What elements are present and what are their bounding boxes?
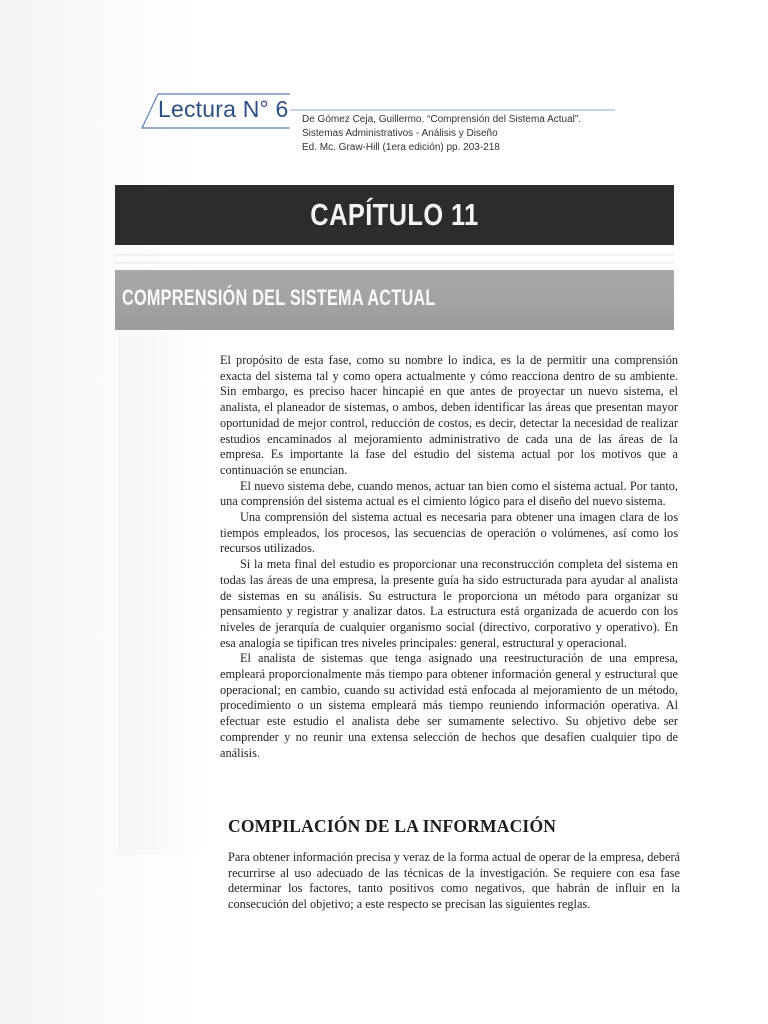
reference-line: De Gómez Ceja, Guillermo. “Comprensión del Sistema Actual”. <box>302 114 581 125</box>
scan-shadow <box>118 335 208 855</box>
compilation-text <box>228 850 680 912</box>
paragraph: El analista de sistemas que tenga asignado una reestructuración de una empresa, empleará proporcionalmente más tiempo para obtener información general y estructural que operacional; en cambio, cuando su actividad está enfocada al mejoramiento de un método, procedimiento o un sistema empleará más tiempo reuniendo información operativa. Al efectuar este estudio el analista debe ser sumamente selectivo. Su objetivo debe ser comprender y no reunir una extensa selección de hechos que desafíen cualquier tipo de análisis. <box>220 651 678 760</box>
section-banner <box>115 270 674 330</box>
lectura-title: Lectura N° 6 <box>158 96 289 122</box>
section-title: COMPRENSIÓN DEL SISTEMA ACTUAL <box>122 285 436 310</box>
compilation-heading: COMPILACIÓN DE LA INFORMACIÓN <box>228 816 557 836</box>
reference-line: Ed. Mc. Graw-Hill (1era edición) pp. 203-218 <box>302 142 500 153</box>
chapter-title: CAPÍTULO 11 <box>310 197 479 232</box>
paragraph: Si la meta final del estudio es proporcionar una reconstrucción completa del sistema en todas las áreas de una empresa, la presente guía ha sido estructurada para ayudar al analista de sistemas en su análisis. Su estructura le proporciona un método para organizar su pensamiento y registrar y analizar datos. La estructura está organizada de acuerdo con los niveles de jerarquía de cualquier organismo social (directivo, corporativo y operativo). En esa analogía se tipifican tres niveles principales: general, estructural y operacional. <box>220 557 678 650</box>
reference-line: Sistemas Administrativos - Análisis y Diseño <box>302 128 498 139</box>
chapter-banner <box>115 185 674 245</box>
paragraph: El propósito de esta fase, como su nombre lo indica, es la de permitir una comprensión exacta del sistema tal y como opera actualmente y cómo reacciona dentro de su ambiente. Sin embargo, es preciso hacer hincapié en que antes de proyectar un nuevo sistema, el analista, el planeador de sistemas, o ambos, deben identificar las áreas que presentan mayor oportunidad de mejor control, reducción de costos, es decir, detectar la necesidad de realizar estudios encaminados al mejoramiento administrativo de cada una de las áreas de la empresa. Es importante la fase del estudio del sistema actual por los motivos que a continuación se enuncian. <box>220 353 678 477</box>
bleed-through-lines <box>115 248 674 266</box>
paragraph: Para obtener información precisa y veraz de la forma actual de operar de la empresa, deberá recurrirse al uso adecuado de las técnicas de la investigación. Se requiere con esa fase determinar los factores, tanto positivos como negativos, que habrán de influir en la consecución del objetivo; a este respecto se precisan las siguientes reglas. <box>228 850 681 911</box>
paragraph: Una comprensión del sistema actual es necesaria para obtener una imagen clara de los tiempos empleados, los procesos, las secuencias de operación o volúmenes, así como los recursos utilizados. <box>220 510 678 556</box>
paragraph: El nuevo sistema debe, cuando menos, actuar tan bien como el sistema actual. Por tanto, una comprensión del sistema actual es el cimiento lógico para el diseño del nuevo sistema. <box>220 478 678 509</box>
lectura-label-box <box>140 92 290 132</box>
body-text <box>220 353 678 761</box>
bibliographic-reference <box>302 113 642 155</box>
